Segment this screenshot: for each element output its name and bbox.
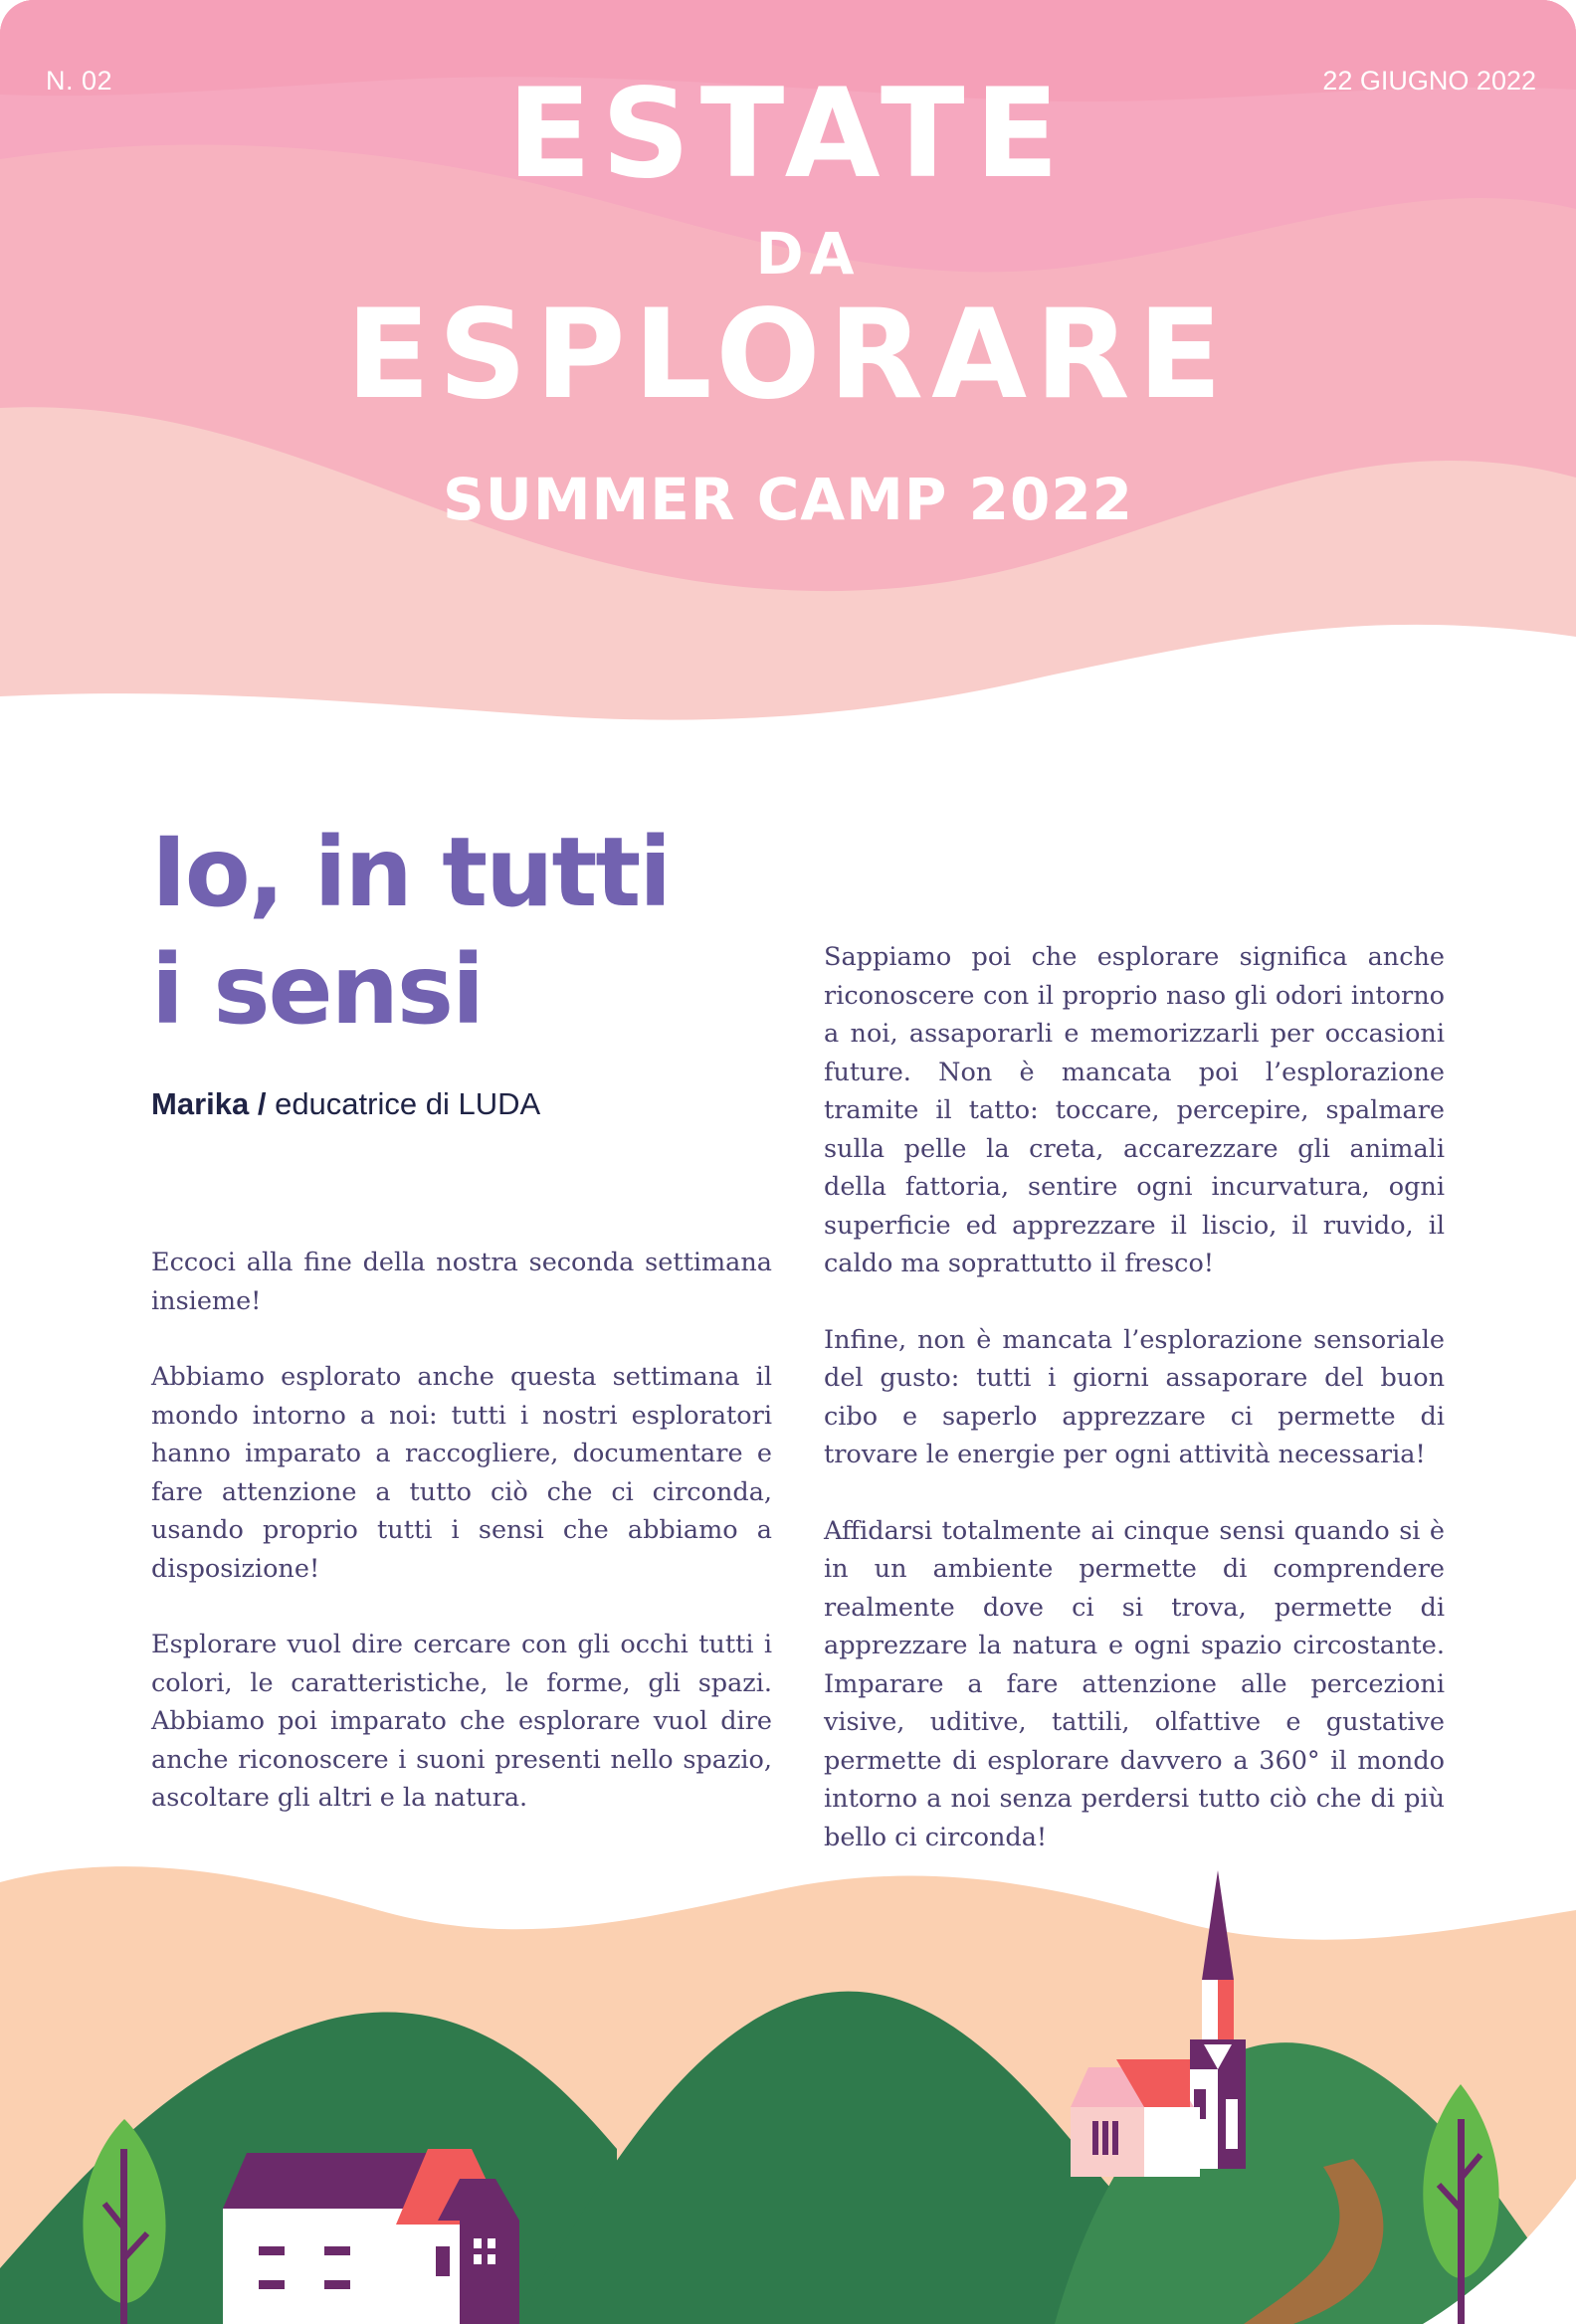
byline [151, 1086, 540, 1122]
paragraph: Abbiamo esplorato anche questa settimana il mondo intorno a noi: tutti i nostri esploratori hanno imparato a raccogliere, documentare e fare attenzione a tutto ciò che ci circonda, usando proprio tutti i sensi che abbiamo a disposizione! [151, 1362, 772, 1584]
masthead-line-1: ESTATE [506, 63, 1070, 206]
house-illustration [223, 2149, 519, 2324]
article-column-right [824, 938, 1445, 1894]
paragraph: Infine, non è mancata l’esplorazione sensoriale del gusto: tutti i giorni assaporare del buon cibo e saperlo apprezzare ci permette di trovare le energie per ogni attività necessaria! [824, 1324, 1445, 1469]
masthead-subtitle: SUMMER CAMP 2022 [442, 466, 1134, 533]
issue-number: N. 02 [46, 66, 113, 96]
footer-landscape-illustration [0, 1850, 1576, 2324]
masthead-line-2: DA [755, 220, 861, 288]
article-title-line-1: Io, in tutti [151, 817, 671, 928]
paragraph: Eccoci alla fine della nostra seconda settimana insieme! [151, 1248, 772, 1316]
paragraph: Sappiamo poi che esplorare significa anche riconoscere con il proprio naso gli odori intorno a noi, assaporarli e memorizzarli per occasioni future. Non è mancata poi l’esplorazione tramite il tatto: toccare, percepire, spalmare sulla pelle la creta, accarezzare gli animali della fattoria, sentire ogni incurvatura, ogni superficie ed apprezzare il liscio, il ruvido, il caldo ma soprattutto il fresco! [824, 942, 1445, 1278]
masthead-line-3: ESPLORARE [345, 284, 1231, 427]
article-column-left [151, 1244, 772, 1855]
article-title [151, 814, 768, 1049]
author-name: Marika / [151, 1086, 267, 1121]
author-role: educatrice di LUDA [275, 1086, 541, 1121]
article-title-line-2: i sensi [151, 934, 483, 1046]
paragraph: Affidarsi totalmente ai cinque sensi quando si è in un ambiente permette di comprendere realmente dove ci si trova, permette di apprezzare la natura e ogni spazio circostante. Imparare a fare attenzione alle percezioni visive, uditive, tattili, olfattive e gustative permette di esplorare davvero a 360° il mondo intorno a noi senza perdersi tutto ciò che di più bello ci circonda! [824, 1515, 1445, 1852]
paragraph: Esplorare vuol dire cercare con gli occhi tutti i colori, le caratteristiche, le forme, gli spazi. Abbiamo poi imparato che esplorare vuol dire anche riconoscere i suoni presenti nello spazio, ascoltare gli altri e la natura. [151, 1630, 772, 1813]
issue-date: 22 GIUGNO 2022 [1322, 66, 1536, 96]
